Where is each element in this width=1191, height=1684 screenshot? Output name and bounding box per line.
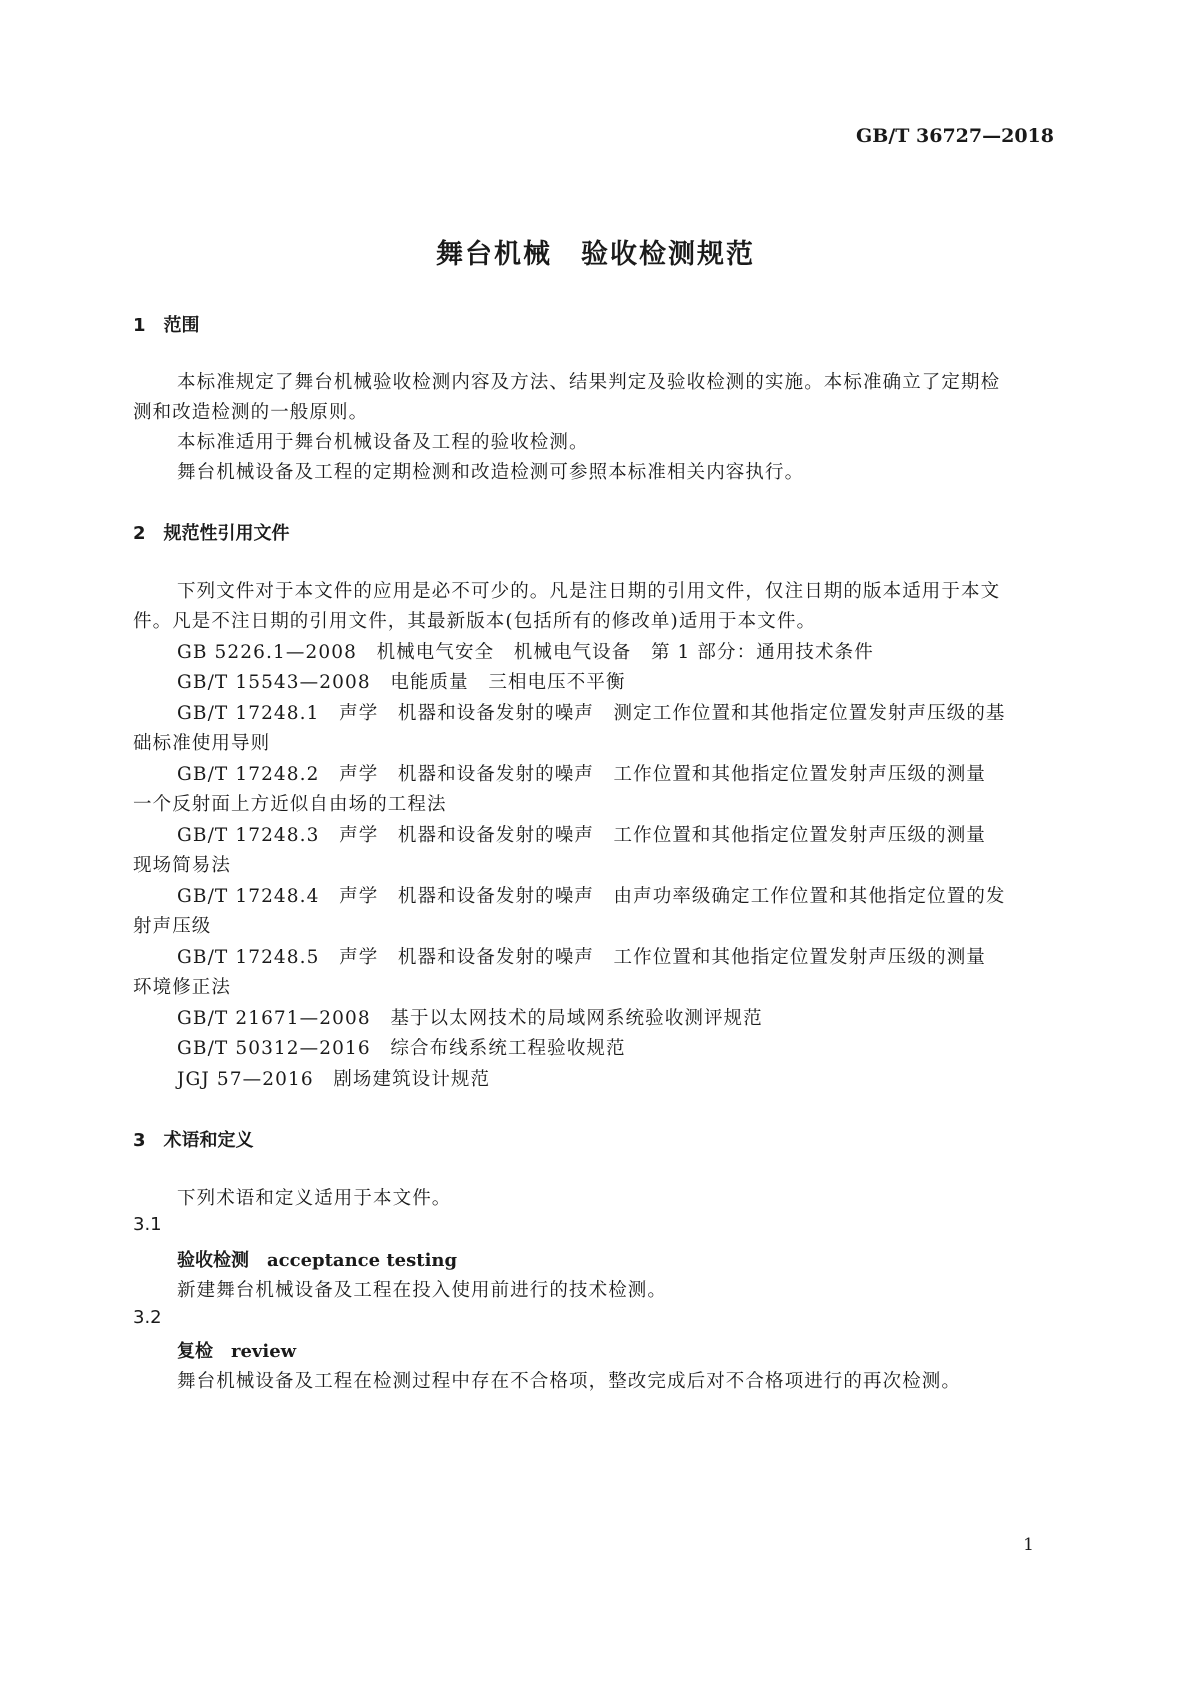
document-title: 舞台机械 验收检测规范	[436, 239, 755, 270]
reference-line: 件。凡是不注日期的引用文件，其最新版本(包括所有的修改单)适用于本文件。	[133, 611, 817, 632]
reference-line: GB/T 15543—2008 电能质量 三相电压不平衡	[177, 672, 626, 693]
reference-line: 射声压级	[133, 916, 212, 937]
reference-line: GB/T 17248.3 声学 机器和设备发射的噪声 工作位置和其他指定位置发射声压级的测量	[177, 825, 986, 846]
reference-line: 现场简易法	[133, 855, 232, 876]
reference-line: 础标准使用导则	[133, 733, 271, 754]
scope-line: 本标准规定了舞台机械验收检测内容及方法、结果判定及验收检测的实施。本标准确立了定期检	[177, 372, 1001, 393]
term-definition: 新建舞台机械设备及工程在投入使用前进行的技术检测。	[177, 1280, 668, 1301]
scope-line: 本标准适用于舞台机械设备及工程的验收检测。	[177, 432, 589, 453]
terms-intro: 下列术语和定义适用于本文件。	[177, 1188, 452, 1209]
term-title: 验收检测 acceptance testing	[177, 1250, 458, 1271]
reference-line: 一个反射面上方近似自由场的工程法	[133, 794, 447, 815]
reference-line: JGJ 57—2016 剧场建筑设计规范	[177, 1069, 491, 1090]
term-definition: 舞台机械设备及工程在检测过程中存在不合格项，整改完成后对不合格项进行的再次检测。	[177, 1371, 962, 1392]
reference-line: 下列文件对于本文件的应用是必不可少的。凡是注日期的引用文件，仅注日期的版本适用于本文	[177, 581, 1001, 602]
section-heading-references: 2 规范性引用文件	[133, 523, 290, 544]
reference-line: GB/T 21671—2008 基于以太网技术的局域网系统验收测评规范	[177, 1008, 763, 1029]
section-heading-terms: 3 术语和定义	[133, 1130, 254, 1151]
reference-line: GB/T 17248.1 声学 机器和设备发射的噪声 测定工作位置和其他指定位置发射声压级的基	[177, 703, 1006, 724]
reference-line: GB/T 17248.4 声学 机器和设备发射的噪声 由声功率级确定工作位置和其他指定位置的发	[177, 886, 1006, 907]
reference-line: GB/T 17248.5 声学 机器和设备发射的噪声 工作位置和其他指定位置发射声压级的测量	[177, 947, 986, 968]
term-number: 3.1	[133, 1214, 162, 1235]
scope-line: 舞台机械设备及工程的定期检测和改造检测可参照本标准相关内容执行。	[177, 462, 805, 483]
page-number: 1	[1023, 1535, 1034, 1555]
term-title: 复检 review	[177, 1341, 297, 1362]
term-number: 3.2	[133, 1307, 162, 1328]
reference-line: GB 5226.1—2008 机械电气安全 机械电气设备 第 1 部分：通用技术条件	[177, 642, 874, 663]
reference-line: 环境修正法	[133, 977, 232, 998]
section-heading-scope: 1 范围	[133, 315, 200, 336]
scope-line: 测和改造检测的一般原则。	[133, 402, 369, 423]
reference-line: GB/T 17248.2 声学 机器和设备发射的噪声 工作位置和其他指定位置发射声压级的测量	[177, 764, 986, 785]
reference-line: GB/T 50312—2016 综合布线系统工程验收规范	[177, 1038, 626, 1059]
standard-code: GB/T 36727—2018	[856, 125, 1054, 147]
